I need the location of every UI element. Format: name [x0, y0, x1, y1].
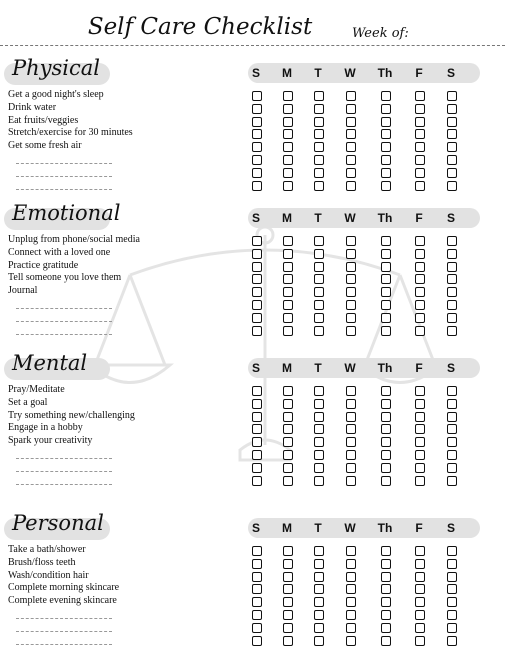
day-checkbox[interactable]	[252, 584, 262, 594]
day-checkbox[interactable]	[252, 274, 262, 284]
section-title: Mental	[12, 351, 88, 375]
day-checkbox[interactable]	[283, 463, 293, 473]
section-title: Personal	[12, 511, 104, 535]
day-checkbox[interactable]	[381, 262, 391, 272]
day-checkbox[interactable]	[252, 142, 262, 152]
day-checkbox[interactable]	[252, 287, 262, 297]
day-checkbox[interactable]	[346, 610, 356, 620]
day-checkbox[interactable]	[346, 572, 356, 582]
day-checkbox[interactable]	[346, 91, 356, 101]
day-checkbox[interactable]	[314, 450, 324, 460]
day-checkbox[interactable]	[346, 623, 356, 633]
day-checkbox[interactable]	[381, 636, 391, 646]
day-header: S	[446, 66, 455, 80]
blank-entry-line[interactable]	[16, 189, 112, 190]
day-checkbox[interactable]	[252, 636, 262, 646]
day-header: Th	[377, 361, 393, 375]
day-checkbox[interactable]	[346, 399, 356, 409]
day-checkbox[interactable]	[415, 104, 425, 114]
day-checkbox[interactable]	[415, 142, 425, 152]
day-header: S	[446, 211, 455, 225]
day-header: W	[344, 361, 356, 375]
day-checkbox[interactable]	[381, 450, 391, 460]
day-checkbox[interactable]	[447, 476, 457, 486]
day-checkbox[interactable]	[252, 181, 262, 191]
day-checkbox[interactable]	[346, 584, 356, 594]
day-checkbox[interactable]	[381, 572, 391, 582]
day-checkbox[interactable]	[381, 236, 391, 246]
day-checkbox[interactable]	[381, 181, 391, 191]
day-checkbox[interactable]	[252, 91, 262, 101]
day-checkbox[interactable]	[283, 476, 293, 486]
day-checkbox[interactable]	[381, 117, 391, 127]
day-checkbox[interactable]	[314, 91, 324, 101]
day-checkbox[interactable]	[346, 181, 356, 191]
section-title: Physical	[12, 56, 101, 80]
day-checkbox[interactable]	[252, 610, 262, 620]
day-checkbox[interactable]	[346, 249, 356, 259]
day-checkbox[interactable]	[346, 559, 356, 569]
day-header: T	[314, 521, 322, 535]
day-header: T	[314, 66, 322, 80]
day-header: Th	[377, 521, 393, 535]
day-checkbox[interactable]	[415, 300, 425, 310]
day-checkbox[interactable]	[346, 104, 356, 114]
day-checkbox[interactable]	[314, 155, 324, 165]
day-checkbox[interactable]	[314, 129, 324, 139]
day-checkbox[interactable]	[415, 155, 425, 165]
day-checkbox[interactable]	[283, 412, 293, 422]
day-checkbox[interactable]	[314, 249, 324, 259]
day-checkbox[interactable]	[415, 597, 425, 607]
day-checkbox[interactable]	[346, 142, 356, 152]
day-checkbox[interactable]	[314, 117, 324, 127]
day-checkbox[interactable]	[415, 274, 425, 284]
day-checkbox[interactable]	[381, 91, 391, 101]
day-checkbox[interactable]	[314, 326, 324, 336]
day-checkbox[interactable]	[314, 274, 324, 284]
blank-entry-line[interactable]	[16, 176, 112, 177]
day-header: M	[282, 521, 292, 535]
day-checkbox[interactable]	[314, 597, 324, 607]
day-header: S	[251, 211, 260, 225]
day-checkbox[interactable]	[381, 412, 391, 422]
day-header: F	[415, 211, 423, 225]
day-checkbox[interactable]	[415, 326, 425, 336]
day-header: S	[251, 521, 260, 535]
day-checkbox[interactable]	[314, 623, 324, 633]
day-checkbox[interactable]	[252, 463, 262, 473]
day-checkbox[interactable]	[415, 450, 425, 460]
day-checkbox[interactable]	[283, 584, 293, 594]
day-checkbox[interactable]	[381, 300, 391, 310]
day-checkbox[interactable]	[283, 450, 293, 460]
day-checkbox[interactable]	[252, 326, 262, 336]
day-checkbox[interactable]	[283, 91, 293, 101]
day-checkbox[interactable]	[447, 386, 457, 396]
day-checkbox[interactable]	[415, 168, 425, 178]
day-checkbox[interactable]	[447, 313, 457, 323]
day-checkbox[interactable]	[381, 249, 391, 259]
day-checkbox[interactable]	[283, 636, 293, 646]
day-checkbox[interactable]	[283, 274, 293, 284]
day-checkbox[interactable]	[447, 437, 457, 447]
day-checkbox[interactable]	[415, 572, 425, 582]
blank-entry-line[interactable]	[16, 321, 112, 322]
day-checkbox[interactable]	[346, 546, 356, 556]
day-checkbox[interactable]	[314, 463, 324, 473]
day-checkbox[interactable]	[447, 584, 457, 594]
day-checkbox[interactable]	[252, 236, 262, 246]
day-checkbox[interactable]	[283, 546, 293, 556]
day-checkbox[interactable]	[314, 386, 324, 396]
day-checkbox[interactable]	[252, 597, 262, 607]
day-checkbox[interactable]	[346, 463, 356, 473]
checklist-item-label: Drink water	[8, 101, 57, 113]
day-header: F	[415, 521, 423, 535]
day-checkbox[interactable]	[346, 236, 356, 246]
day-checkbox[interactable]	[283, 300, 293, 310]
day-checkbox[interactable]	[314, 300, 324, 310]
day-checkbox[interactable]	[314, 104, 324, 114]
day-header: F	[415, 66, 423, 80]
day-checkbox[interactable]	[314, 424, 324, 434]
section-title: Emotional	[12, 201, 121, 225]
day-checkbox[interactable]	[415, 91, 425, 101]
blank-entry-line[interactable]	[16, 644, 112, 645]
day-checkbox[interactable]	[283, 424, 293, 434]
day-checkbox[interactable]	[283, 399, 293, 409]
day-checkbox[interactable]	[252, 117, 262, 127]
day-checkbox[interactable]	[252, 155, 262, 165]
day-header: T	[314, 361, 322, 375]
day-checkbox[interactable]	[447, 236, 457, 246]
day-checkbox[interactable]	[314, 262, 324, 272]
blank-entry-line[interactable]	[16, 163, 112, 164]
day-checkbox[interactable]	[252, 559, 262, 569]
blank-entry-line[interactable]	[16, 631, 112, 632]
day-checkbox[interactable]	[381, 424, 391, 434]
day-checkbox[interactable]	[415, 610, 425, 620]
day-checkbox[interactable]	[314, 476, 324, 486]
checklist-item-label: Get a good night's sleep	[8, 89, 104, 100]
day-checkbox[interactable]	[381, 326, 391, 336]
day-checkbox[interactable]	[283, 313, 293, 323]
checklist-item-label: Set a goal	[8, 396, 48, 408]
day-checkbox[interactable]	[415, 249, 425, 259]
checklist-item-label: Engage in a hobby	[8, 422, 83, 434]
day-checkbox[interactable]	[447, 262, 457, 272]
day-checkbox[interactable]	[381, 142, 391, 152]
day-checkbox[interactable]	[381, 623, 391, 633]
day-header: S	[251, 361, 260, 375]
day-checkbox[interactable]	[252, 300, 262, 310]
day-checkbox[interactable]	[314, 610, 324, 620]
day-checkbox[interactable]	[447, 129, 457, 139]
day-checkbox[interactable]	[283, 117, 293, 127]
day-checkbox[interactable]	[415, 181, 425, 191]
day-checkbox[interactable]	[346, 155, 356, 165]
day-checkbox[interactable]	[415, 262, 425, 272]
checklist-item-label: Complete morning skincare	[8, 582, 120, 594]
blank-entry-line[interactable]	[16, 618, 112, 619]
day-checkbox[interactable]	[283, 168, 293, 178]
day-checkbox[interactable]	[447, 168, 457, 178]
day-checkbox[interactable]	[447, 117, 457, 127]
day-checkbox[interactable]	[252, 546, 262, 556]
day-checkbox[interactable]	[314, 546, 324, 556]
day-checkbox[interactable]	[252, 424, 262, 434]
day-checkbox[interactable]	[252, 249, 262, 259]
day-header: M	[282, 361, 292, 375]
day-checkbox[interactable]	[252, 313, 262, 323]
blank-entry-line[interactable]	[16, 308, 112, 309]
day-header: S	[251, 66, 260, 80]
day-checkbox[interactable]	[346, 476, 356, 486]
day-checkbox[interactable]	[447, 104, 457, 114]
day-checkbox[interactable]	[415, 636, 425, 646]
day-checkbox[interactable]	[381, 559, 391, 569]
day-checkbox[interactable]	[381, 546, 391, 556]
day-checkbox[interactable]	[314, 168, 324, 178]
day-checkbox[interactable]	[252, 437, 262, 447]
checklist-item-label: Brush/floss teeth	[8, 556, 76, 568]
checklist-item-label: Unplug from phone/social media	[8, 234, 140, 245]
day-checkbox[interactable]	[415, 476, 425, 486]
day-checkbox[interactable]	[447, 623, 457, 633]
day-checkbox[interactable]	[283, 623, 293, 633]
day-checkbox[interactable]	[381, 313, 391, 323]
day-checkbox[interactable]	[346, 274, 356, 284]
day-checkbox[interactable]	[415, 623, 425, 633]
day-checkbox[interactable]	[252, 104, 262, 114]
day-checkbox[interactable]	[381, 437, 391, 447]
day-checkbox[interactable]	[252, 450, 262, 460]
day-checkbox[interactable]	[415, 236, 425, 246]
day-checkbox[interactable]	[415, 463, 425, 473]
day-checkbox[interactable]	[283, 437, 293, 447]
day-checkbox[interactable]	[415, 437, 425, 447]
blank-entry-line[interactable]	[16, 471, 112, 472]
day-checkbox[interactable]	[314, 584, 324, 594]
checklist-item-label: Tell someone you love them	[8, 272, 122, 284]
day-checkbox[interactable]	[346, 168, 356, 178]
day-checkbox[interactable]	[252, 412, 262, 422]
day-checkbox[interactable]	[381, 274, 391, 284]
day-checkbox[interactable]	[252, 399, 262, 409]
day-checkbox[interactable]	[314, 236, 324, 246]
day-checkbox[interactable]	[346, 326, 356, 336]
day-header: W	[344, 66, 356, 80]
checklist-item-label: Get some fresh air	[8, 140, 82, 152]
day-checkbox[interactable]	[346, 424, 356, 434]
day-header: M	[282, 66, 292, 80]
day-checkbox[interactable]	[447, 155, 457, 165]
day-checkbox[interactable]	[283, 386, 293, 396]
day-checkbox[interactable]	[283, 104, 293, 114]
day-checkbox[interactable]	[283, 326, 293, 336]
day-checkbox[interactable]	[447, 287, 457, 297]
day-checkbox[interactable]	[346, 597, 356, 607]
day-checkbox[interactable]	[346, 636, 356, 646]
day-checkbox[interactable]	[447, 274, 457, 284]
day-checkbox[interactable]	[252, 623, 262, 633]
day-checkbox[interactable]	[314, 399, 324, 409]
day-header: S	[446, 521, 455, 535]
day-checkbox[interactable]	[252, 386, 262, 396]
day-checkbox[interactable]	[415, 287, 425, 297]
day-checkbox[interactable]	[314, 572, 324, 582]
day-checkbox[interactable]	[381, 287, 391, 297]
day-checkbox[interactable]	[415, 399, 425, 409]
day-checkbox[interactable]	[381, 463, 391, 473]
day-checkbox[interactable]	[447, 399, 457, 409]
day-checkbox[interactable]	[283, 181, 293, 191]
day-header: W	[344, 211, 356, 225]
checklist-item-label: Connect with a loved one	[8, 246, 111, 258]
day-header: T	[314, 211, 322, 225]
day-checkbox[interactable]	[252, 476, 262, 486]
day-checkbox[interactable]	[415, 424, 425, 434]
day-checkbox[interactable]	[447, 249, 457, 259]
blank-entry-line[interactable]	[16, 458, 112, 459]
day-checkbox[interactable]	[314, 287, 324, 297]
day-header: F	[415, 361, 423, 375]
day-header: M	[282, 211, 292, 225]
day-checkbox[interactable]	[314, 412, 324, 422]
day-checkbox[interactable]	[346, 300, 356, 310]
day-checkbox[interactable]	[283, 610, 293, 620]
day-checkbox[interactable]	[283, 236, 293, 246]
day-checkbox[interactable]	[415, 412, 425, 422]
day-checkbox[interactable]	[415, 313, 425, 323]
day-checkbox[interactable]	[447, 572, 457, 582]
day-checkbox[interactable]	[252, 572, 262, 582]
day-checkbox[interactable]	[314, 636, 324, 646]
day-checkbox[interactable]	[447, 181, 457, 191]
checklist-item-label: Practice gratitude	[8, 259, 79, 271]
day-checkbox[interactable]	[314, 437, 324, 447]
day-checkbox[interactable]	[346, 450, 356, 460]
day-checkbox[interactable]	[447, 412, 457, 422]
day-checkbox[interactable]	[346, 412, 356, 422]
day-checkbox[interactable]	[346, 117, 356, 127]
day-checkbox[interactable]	[346, 287, 356, 297]
day-checkbox[interactable]	[346, 129, 356, 139]
day-checkbox[interactable]	[283, 287, 293, 297]
day-header: S	[446, 361, 455, 375]
day-checkbox[interactable]	[314, 559, 324, 569]
day-checkbox[interactable]	[381, 168, 391, 178]
day-checkbox[interactable]	[252, 168, 262, 178]
day-checkbox[interactable]	[415, 584, 425, 594]
day-checkbox[interactable]	[346, 437, 356, 447]
day-header: Th	[377, 211, 393, 225]
day-checkbox[interactable]	[381, 104, 391, 114]
day-checkbox[interactable]	[346, 313, 356, 323]
day-checkbox[interactable]	[447, 326, 457, 336]
day-checkbox[interactable]	[346, 386, 356, 396]
header-divider	[0, 45, 505, 46]
day-checkbox[interactable]	[447, 142, 457, 152]
day-checkbox[interactable]	[381, 155, 391, 165]
page-title: Self Care Checklist	[87, 14, 313, 40]
day-checkbox[interactable]	[447, 450, 457, 460]
checklist-item-label: Complete evening skincare	[8, 595, 117, 607]
checklist-item-label: Stretch/exercise for 30 minutes	[8, 127, 133, 139]
day-checkbox[interactable]	[415, 386, 425, 396]
day-checkbox[interactable]	[314, 142, 324, 152]
day-checkbox[interactable]	[283, 155, 293, 165]
day-checkbox[interactable]	[381, 584, 391, 594]
day-checkbox[interactable]	[283, 597, 293, 607]
day-checkbox[interactable]	[447, 91, 457, 101]
checklist-item-label: Spark your creativity	[8, 435, 93, 447]
day-checkbox[interactable]	[381, 129, 391, 139]
day-checkbox[interactable]	[283, 142, 293, 152]
day-checkbox[interactable]	[447, 424, 457, 434]
day-header: Th	[377, 66, 393, 80]
day-checkbox[interactable]	[381, 610, 391, 620]
day-checkbox[interactable]	[314, 181, 324, 191]
day-checkbox[interactable]	[283, 559, 293, 569]
checklist-item-label: Journal	[8, 285, 38, 297]
day-checkbox[interactable]	[415, 546, 425, 556]
day-checkbox[interactable]	[314, 313, 324, 323]
day-checkbox[interactable]	[447, 300, 457, 310]
day-checkbox[interactable]	[283, 249, 293, 259]
day-checkbox[interactable]	[381, 597, 391, 607]
day-checkbox[interactable]	[381, 476, 391, 486]
day-checkbox[interactable]	[447, 610, 457, 620]
day-header: W	[344, 521, 356, 535]
day-checkbox[interactable]	[283, 129, 293, 139]
day-checkbox[interactable]	[283, 262, 293, 272]
blank-entry-line[interactable]	[16, 334, 112, 335]
day-checkbox[interactable]	[415, 117, 425, 127]
week-of-label: Week of:	[352, 26, 409, 41]
blank-entry-line[interactable]	[16, 484, 112, 485]
day-checkbox[interactable]	[447, 559, 457, 569]
day-checkbox[interactable]	[447, 597, 457, 607]
day-checkbox[interactable]	[252, 262, 262, 272]
checklist-item-label: Take a bath/shower	[8, 544, 86, 555]
day-checkbox[interactable]	[346, 262, 356, 272]
day-checkbox[interactable]	[381, 386, 391, 396]
checklist-item-label: Try something new/challenging	[8, 409, 135, 421]
checklist-item-label: Pray/Meditate	[8, 384, 65, 395]
day-checkbox[interactable]	[381, 399, 391, 409]
day-checkbox[interactable]	[415, 559, 425, 569]
day-checkbox[interactable]	[447, 463, 457, 473]
day-checkbox[interactable]	[447, 636, 457, 646]
day-checkbox[interactable]	[252, 129, 262, 139]
day-checkbox[interactable]	[415, 129, 425, 139]
checklist-item-label: Eat fruits/veggies	[8, 114, 79, 126]
day-checkbox[interactable]	[283, 572, 293, 582]
checklist-item-label: Wash/condition hair	[8, 569, 89, 581]
day-checkbox[interactable]	[447, 546, 457, 556]
